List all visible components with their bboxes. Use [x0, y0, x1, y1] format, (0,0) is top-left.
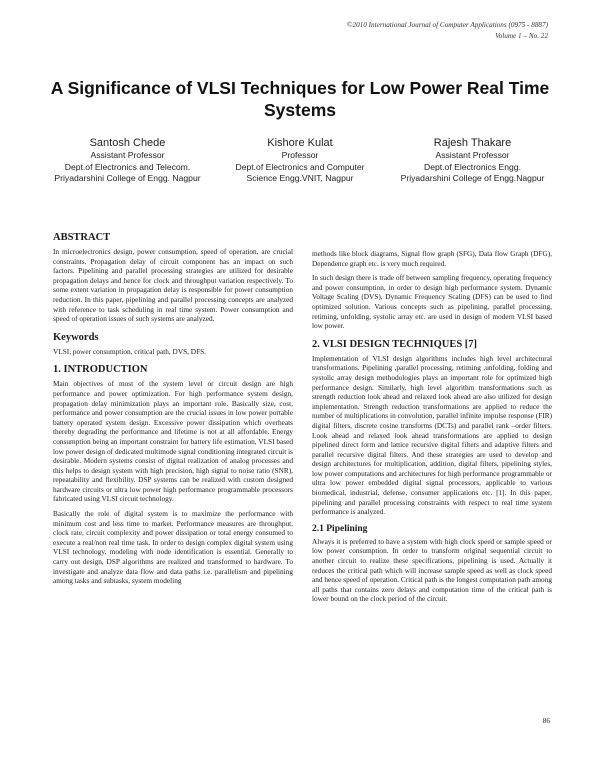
journal-citation: ©2010 International Journal of Computer Applications (0975 - 8887): [347, 21, 548, 29]
keywords-heading: Keywords: [53, 331, 99, 343]
introduction-paragraph-2: Basically the role of digital system is to maximize the performance with minimum cost and less time to market. Performance measures are throughput, clock rate, circuit complexity and power dissipation or total energy consumed to execute a real/non real time task. In order to design complex digital system using VLSI technology, modeling with node identification is essential. Generally to carry out design, DSP algorithms are realized and transformed to hardware. To investigate and analyze data flow and data paths i.e. parallelism and pipelining among tasks and subtasks, system modeling: [53, 509, 293, 586]
author-1: [45, 136, 210, 185]
paper-title: A Significance of VLSI Techniques for Low Power Real Time Systems: [50, 78, 550, 120]
section-2-heading: 2. VLSI DESIGN TECHNIQUES [7]: [312, 338, 478, 350]
author-institution: Priyadarshini College of Engg. Nagpur: [54, 173, 201, 183]
journal-volume: Volume 1 – No. 22: [495, 32, 548, 40]
author-role: Assistant Professor: [435, 150, 510, 160]
author-name: Santosh Chede: [89, 137, 166, 149]
section-2-text: Implementation of VLSI design algorithms includes high level architectural transformations. Pipelining ,parallel processing, retiming ,unfolding, folding and systolic array design methodologies plays an important role for optimized high performance design. Similarly, high level algorithm transformations such as strength reduction look ahead and relaxed look ahead are also utilized for design implementation. Strength reduction transformations are applied to reduce the number of multiplications in convolution, parallel infinite impulse response (FIR) digital filters, discrete cosine transforms (DCTs) and parallel rank –order filters. Look ahead and relaxed look ahead transformations are applied to design pipelined direct form and lattice recursive digital filters and adaptive filters and parallel recursive digital filters. And these strategies are used to develop and design architectures for multiplication, addition, digital filters, pipelining styles, low power computations and architectures for high performance programmable or ultra low power embedded digital signal processors, applicable to various biomedical, industrial, defense, consumer applications etc. [1]. In this paper, pipelining and parallel processing constraints with respect to real time system performance is analyzed.: [312, 353, 552, 517]
author-2: [218, 136, 383, 185]
abstract-heading: ABSTRACT: [53, 232, 111, 243]
abstract-text: In microelectronics design, power consumption, speed of operation, are crucial constraints. Propagation delay of circuit component has an impact on such factors. Pipelining and parallel processing strategies are utilized for desirable propagation delays and hence for clock and throughput variation respectively. To some extent variation in propagation delay is responsible for power consumption reduction. In this paper, pipelining and parallel processing concepts are analyzed with reference to task scheduling in real time system. Power consumption and speed of operation issues of such systems are analyzed.: [53, 247, 293, 324]
author-name: Kishore Kulat: [267, 137, 333, 149]
author-role: Assistant Professor: [90, 150, 165, 160]
page-number: 86: [542, 716, 550, 725]
introduction-paragraph-1: Main objectives of most of the system level or circuit design are high performance and power optimization. For high performance system design, propagation delay minimization plays an important role. Basically size, cost, performance and power consumption are the crucial issues in low power portable battery operated system design. Excessive power dissipation which overheats thereby degrading the performance and lifetime is not at all affordable. Energy consumption being an important constraint for battery life estimation, VLSI based low power design of dedicated multimode signal conditioning integrated circuit is desirable. Modern systems consist of digital realization of analog processes and this helps to design system with high precision, high signal to noise ratio (SNR), repeatability and flexibility. DSP systems can be realized with custom designed hardware circuits or ultra low power high performance programmable processors fabricated using VLSI circuit technology.: [53, 379, 293, 504]
author-institution: Science Engg.VNIT, Nagpur: [246, 173, 354, 183]
author-dept: Dept.of Electronics and Computer: [235, 161, 365, 172]
author-dept: Dept.of Electronics Engg.: [424, 161, 521, 172]
journal-header: [347, 20, 548, 42]
author-name: Rajesh Thakare: [433, 137, 512, 149]
author-dept: Dept.of Electronics and Telecom.: [64, 161, 191, 172]
section-2-1-text: Always it is preferred to have a system with high clock speed or sample speed or low power consumption. In order to transform original sequential circuit to another circuit to realize these specifications, pipelining is used. Actually it reduces the critical path which will increase sample speed as well as clock speed and hence speed of operation. Critical path is the longest computation path among all paths that contains zero delays and computation time of the critical path is lower bound on the clock period of the circuit.: [312, 536, 552, 604]
author-institution: Priyadarshini College of Engg.Nagpur: [400, 173, 545, 183]
right-column: [312, 249, 552, 609]
introduction-continued: methods like block diagrams, Signal flow graph (SFG), Data flow Graph (DFG), Dependence graph etc. is very much required.: [312, 249, 552, 268]
keywords-text: VLSI, power consumption, critical path, DVS, DFS.: [53, 346, 207, 356]
section-2-1-heading: 2.1 Pipelining: [312, 523, 368, 534]
left-column: [53, 232, 293, 591]
introduction-heading: 1. INTRODUCTION: [53, 364, 148, 376]
author-block: [45, 136, 555, 185]
tradeoff-paragraph: In such design there is trade off between sampling frequency, operating frequency and power consumption, in order to design high performance system. Dynamic Voltage Scaling (DVS), Dynamic Frequency Scaling (DFS) can be used to find optimized solution. Various concepts such as pipelining, parallel processing, retiming, unfolding, systolic array etc. are used in design of modern VLSI based low power.: [312, 273, 552, 331]
author-3: [390, 136, 555, 185]
author-role: Professor: [281, 150, 319, 160]
